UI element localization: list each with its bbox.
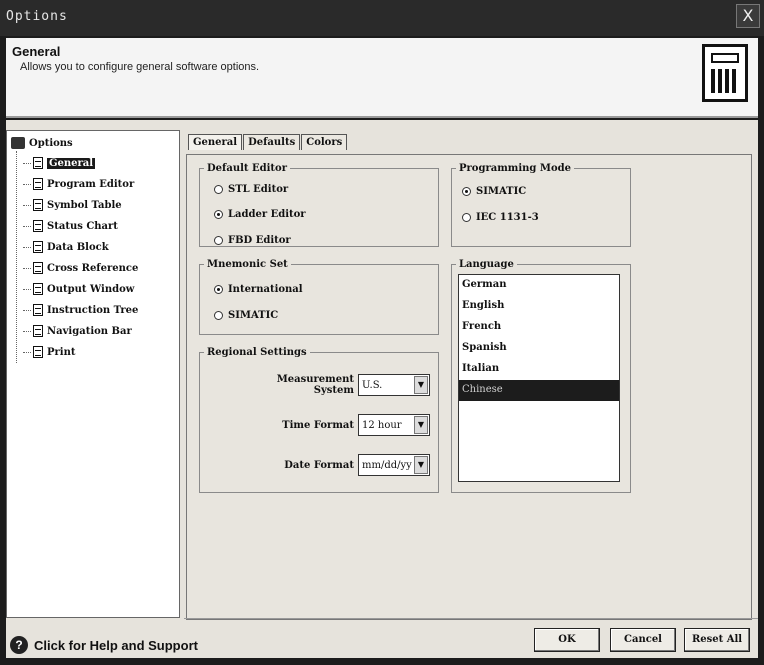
tree-item-general[interactable] [23,157,95,169]
help-link[interactable] [10,636,198,654]
tab-defaults[interactable]: Defaults [243,134,300,150]
help-icon: ? [10,636,28,654]
list-item[interactable]: German [462,279,507,290]
radio-label: International [228,284,303,295]
document-icon [33,325,43,337]
tree-connector [16,151,17,363]
radio-selected-icon [214,210,223,219]
time-format-label: Time Format [282,419,354,431]
measurement-system-row [244,374,430,396]
document-icon [33,199,43,211]
language-legend: Language [459,259,514,270]
tree-item-data-block[interactable] [23,241,109,253]
tree-item-print[interactable] [23,346,75,358]
radio-stl-editor[interactable] [214,184,288,195]
radio-simatic-mnemonic[interactable] [214,310,278,321]
header-banner [6,38,758,118]
mnemonic-set-legend: Mnemonic Set [207,259,288,270]
time-format-select[interactable] [358,414,430,436]
tree-item-label: Program Editor [47,178,135,190]
tree-item-navigation-bar[interactable] [23,325,132,337]
radio-label: IEC 1131-3 [476,212,539,223]
dialog-body [6,120,758,658]
cancel-button[interactable]: Cancel [610,628,676,652]
radio-selected-icon [462,187,471,196]
window-title: Options [6,9,68,24]
reset-all-button[interactable]: Reset All [684,628,750,652]
document-icon [33,262,43,274]
list-item[interactable]: French [462,321,502,332]
tree-item-instruction-tree[interactable] [23,304,138,316]
radio-icon [214,311,223,320]
title-bar [0,0,764,36]
measurement-system-select[interactable] [358,374,430,396]
default-editor-group [199,163,439,247]
tree-item-label: Data Block [47,241,109,253]
tree-item-symbol-table[interactable] [23,199,122,211]
programming-mode-legend: Programming Mode [459,163,571,174]
select-value: U.S. [362,379,383,391]
select-value: 12 hour [362,419,402,431]
document-icon [33,178,43,190]
radio-label: Ladder Editor [228,209,306,220]
help-label: Click for Help and Support [34,637,198,653]
tree-item-output-window[interactable] [23,283,134,295]
document-icon [33,283,43,295]
radio-international[interactable] [214,284,303,295]
tree-item-label: Print [47,346,76,358]
language-group [451,259,631,493]
time-format-row [244,414,430,436]
folder-icon [11,137,25,149]
chevron-down-icon: ▼ [414,456,428,474]
document-icon [33,241,43,253]
radio-label: STL Editor [228,184,289,195]
radio-icon [214,236,223,245]
tree-item-cross-reference[interactable] [23,262,138,274]
regional-settings-group [199,347,439,493]
tab-colors[interactable]: Colors [301,134,347,150]
document-icon [33,157,43,169]
radio-label: SIMATIC [476,186,527,197]
radio-iec-mode[interactable] [462,212,539,223]
list-item[interactable]: Spanish [462,342,507,353]
date-format-row [244,454,430,476]
tree-root[interactable] [11,137,73,149]
list-item[interactable]: Italian [462,363,500,374]
tree-item-status-chart[interactable] [23,220,118,232]
select-value: mm/dd/yy [362,459,412,471]
radio-simatic-mode[interactable] [462,186,526,197]
chevron-down-icon: ▼ [414,376,428,394]
regional-settings-legend: Regional Settings [207,347,307,358]
general-tab-panel [186,154,752,620]
document-icon [33,220,43,232]
tree-item-program-editor[interactable] [23,178,134,190]
language-list[interactable] [458,274,620,482]
measurement-system-label: Measurement System [276,374,354,396]
document-icon [33,304,43,316]
default-editor-legend: Default Editor [207,163,287,174]
tab-general[interactable]: General [188,134,242,150]
date-format-label: Date Format [284,459,354,471]
radio-selected-icon [214,285,223,294]
footer-divider [184,618,758,619]
list-item-selected[interactable]: Chinese [459,380,619,401]
radio-label: FBD Editor [228,235,291,246]
list-item[interactable]: English [462,300,505,311]
tree-item-label: General [49,157,94,169]
date-format-select[interactable] [358,454,430,476]
chevron-down-icon: ▼ [414,416,428,434]
tree-root-label: Options [29,137,73,149]
tree-item-label: Instruction Tree [47,304,139,316]
radio-icon [214,185,223,194]
radio-ladder-editor[interactable] [214,209,306,220]
tree-item-label: Symbol Table [47,199,122,211]
tree-item-label: Status Chart [47,220,118,232]
options-tree [6,130,180,618]
programming-mode-group [451,163,631,247]
tree-item-label: Navigation Bar [47,325,132,337]
ok-button[interactable]: OK [534,628,600,652]
page-title: General [12,44,61,59]
close-button[interactable]: X [736,4,760,28]
tab-strip [188,134,348,150]
tree-item-label: Output Window [47,283,135,295]
document-icon [33,346,43,358]
page-subtitle: Allows you to configure general software options. [20,61,260,73]
tree-item-label: Cross Reference [47,262,139,274]
mnemonic-set-group [199,259,439,335]
calculator-icon [702,44,748,102]
radio-fbd-editor[interactable] [214,235,291,246]
radio-icon [462,213,471,222]
radio-label: SIMATIC [228,310,279,321]
